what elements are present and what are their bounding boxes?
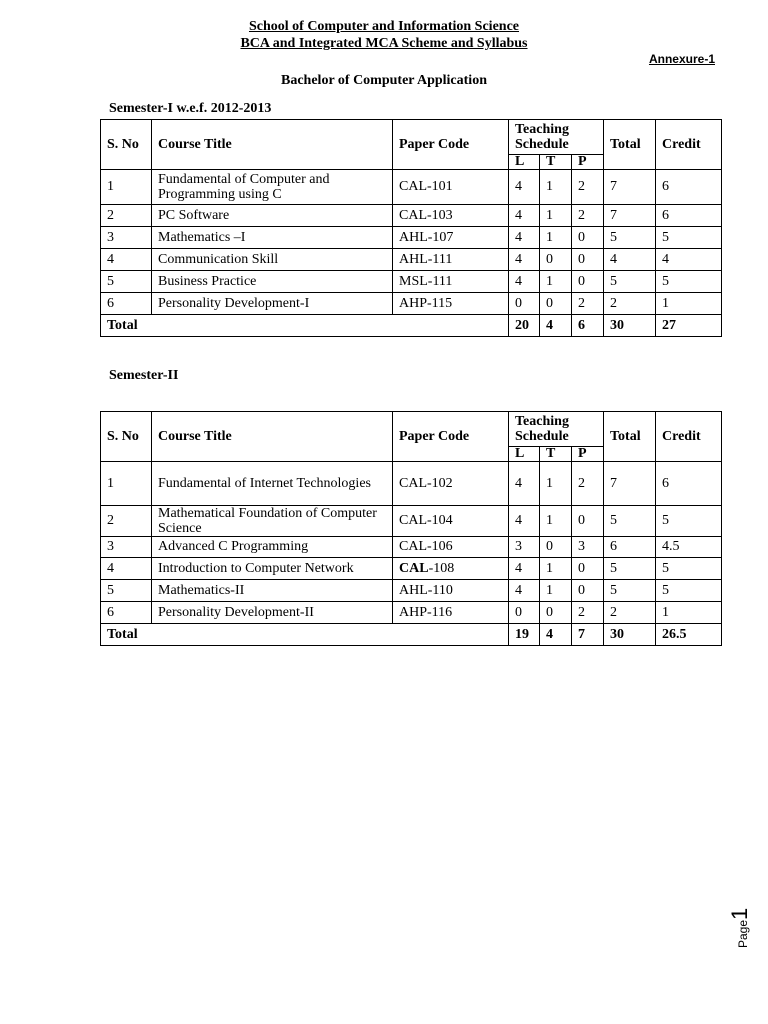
cell-credit: 5 (656, 506, 722, 537)
col-t-header: T (540, 447, 572, 462)
cell-sno: 1 (101, 462, 152, 506)
programme-title: Bachelor of Computer Application (281, 73, 487, 88)
semester-1-label: Semester-I w.e.f. 2012-2013 (109, 101, 272, 116)
total-p: 6 (572, 315, 604, 337)
cell-t: 0 (540, 293, 572, 315)
cell-total: 7 (604, 462, 656, 506)
table-row (101, 205, 722, 227)
cell-credit: 1 (656, 602, 722, 624)
total-total: 30 (604, 315, 656, 337)
cell-total: 7 (604, 205, 656, 227)
total-l: 20 (509, 315, 540, 337)
table-header-row (101, 412, 722, 447)
total-t: 4 (540, 624, 572, 646)
cell-course-title: Mathematics-II (152, 580, 393, 602)
cell-total: 7 (604, 170, 656, 205)
cell-paper-code: AHL-107 (393, 227, 509, 249)
cell-sno: 3 (101, 537, 152, 558)
cell-course-title: Advanced C Programming (152, 537, 393, 558)
cell-paper-code: CAL-104 (393, 506, 509, 537)
cell-l: 4 (509, 580, 540, 602)
cell-course-title: Communication Skill (152, 249, 393, 271)
cell-paper-code: AHL-110 (393, 580, 509, 602)
cell-course-title: Mathematics –I (152, 227, 393, 249)
col-l-header: L (509, 155, 540, 170)
cell-p: 0 (572, 271, 604, 293)
cell-paper-code: MSL-111 (393, 271, 509, 293)
cell-t: 0 (540, 249, 572, 271)
cell-t: 0 (540, 602, 572, 624)
cell-total: 2 (604, 293, 656, 315)
cell-t: 1 (540, 170, 572, 205)
cell-credit: 4.5 (656, 537, 722, 558)
page-number-marker (727, 900, 767, 960)
annexure-label: Annexure-1 (648, 52, 715, 66)
cell-total: 2 (604, 602, 656, 624)
cell-total: 6 (604, 537, 656, 558)
cell-p: 0 (572, 558, 604, 580)
table-row (101, 462, 722, 506)
col-code-header: Paper Code (393, 412, 509, 462)
cell-sno: 6 (101, 602, 152, 624)
cell-t: 1 (540, 558, 572, 580)
cell-sno: 2 (101, 506, 152, 537)
total-p: 7 (572, 624, 604, 646)
cell-paper-code: AHP-115 (393, 293, 509, 315)
cell-sno: 5 (101, 580, 152, 602)
cell-l: 4 (509, 271, 540, 293)
cell-l: 3 (509, 537, 540, 558)
table-row (101, 506, 722, 537)
cell-credit: 6 (656, 462, 722, 506)
col-teaching-header: Teaching Schedule (509, 120, 604, 155)
table-row (101, 602, 722, 624)
total-row (101, 624, 722, 646)
cell-t: 1 (540, 462, 572, 506)
cell-p: 0 (572, 249, 604, 271)
cell-total: 5 (604, 506, 656, 537)
page-number: 1 (727, 907, 752, 920)
cell-course-title: Personality Development-I (152, 293, 393, 315)
cell-paper-code (393, 558, 509, 580)
total-l: 19 (509, 624, 540, 646)
cell-course-title: Fundamental of Internet Technologies (152, 462, 393, 506)
cell-paper-code: CAL-102 (393, 462, 509, 506)
col-teaching-header: Teaching Schedule (509, 412, 604, 447)
cell-credit: 5 (656, 558, 722, 580)
total-label: Total (101, 624, 509, 646)
table-row (101, 271, 722, 293)
cell-paper-code: CAL-101 (393, 170, 509, 205)
paper-code-prefix: CAL (399, 560, 429, 576)
table-row (101, 227, 722, 249)
col-p-header: P (572, 155, 604, 170)
col-credit-header: Credit (656, 120, 722, 170)
cell-total: 4 (604, 249, 656, 271)
cell-p: 3 (572, 537, 604, 558)
total-t: 4 (540, 315, 572, 337)
cell-credit: 6 (656, 205, 722, 227)
cell-credit: 1 (656, 293, 722, 315)
col-credit-header: Credit (656, 412, 722, 462)
cell-course-title: Mathematical Foundation of Computer Science (152, 506, 393, 537)
col-title-header: Course Title (152, 120, 393, 170)
cell-paper-code: CAL-103 (393, 205, 509, 227)
cell-credit: 5 (656, 227, 722, 249)
cell-p: 2 (572, 170, 604, 205)
col-total-header: Total (604, 412, 656, 462)
cell-l: 4 (509, 558, 540, 580)
cell-l: 4 (509, 170, 540, 205)
table-row (101, 249, 722, 271)
paper-code-suffix: -108 (428, 560, 455, 576)
cell-credit: 5 (656, 580, 722, 602)
cell-paper-code: CAL-106 (393, 537, 509, 558)
semester-1-table (100, 119, 722, 337)
total-row (101, 315, 722, 337)
cell-t: 1 (540, 506, 572, 537)
cell-l: 4 (509, 205, 540, 227)
cell-l: 4 (509, 506, 540, 537)
cell-sno: 5 (101, 271, 152, 293)
table-row (101, 580, 722, 602)
cell-t: 0 (540, 537, 572, 558)
cell-l: 0 (509, 293, 540, 315)
cell-total: 5 (604, 558, 656, 580)
col-sno-header: S. No (101, 412, 152, 462)
cell-sno: 2 (101, 205, 152, 227)
table-row (101, 293, 722, 315)
cell-t: 1 (540, 227, 572, 249)
cell-p: 0 (572, 227, 604, 249)
total-total: 30 (604, 624, 656, 646)
cell-credit: 6 (656, 170, 722, 205)
cell-t: 1 (540, 580, 572, 602)
cell-paper-code: AHP-116 (393, 602, 509, 624)
cell-p: 2 (572, 293, 604, 315)
total-label: Total (101, 315, 509, 337)
cell-sno: 4 (101, 558, 152, 580)
total-credit: 26.5 (656, 624, 722, 646)
page-word: Page (736, 919, 750, 948)
table-header-row (101, 120, 722, 155)
cell-sno: 3 (101, 227, 152, 249)
cell-sno: 6 (101, 293, 152, 315)
col-sno-header: S. No (101, 120, 152, 170)
cell-t: 1 (540, 205, 572, 227)
cell-l: 4 (509, 227, 540, 249)
cell-p: 0 (572, 580, 604, 602)
cell-course-title: Personality Development-II (152, 602, 393, 624)
cell-p: 2 (572, 602, 604, 624)
cell-course-title: Introduction to Computer Network (152, 558, 393, 580)
cell-l: 4 (509, 462, 540, 506)
col-t-header: T (540, 155, 572, 170)
cell-p: 2 (572, 462, 604, 506)
cell-paper-code: AHL-111 (393, 249, 509, 271)
semester-2-table (100, 411, 722, 646)
cell-l: 0 (509, 602, 540, 624)
cell-total: 5 (604, 580, 656, 602)
cell-total: 5 (604, 271, 656, 293)
col-title-header: Course Title (152, 412, 393, 462)
total-credit: 27 (656, 315, 722, 337)
cell-sno: 1 (101, 170, 152, 205)
school-heading: School of Computer and Information Science (248, 19, 520, 34)
col-code-header: Paper Code (393, 120, 509, 170)
cell-p: 0 (572, 506, 604, 537)
cell-sno: 4 (101, 249, 152, 271)
table-row (101, 537, 722, 558)
col-p-header: P (572, 447, 604, 462)
cell-course-title: Fundamental of Computer and Programming using C (152, 170, 393, 205)
cell-t: 1 (540, 271, 572, 293)
cell-credit: 5 (656, 271, 722, 293)
semester-2-label: Semester-II (109, 368, 179, 383)
col-l-header: L (509, 447, 540, 462)
cell-p: 2 (572, 205, 604, 227)
col-total-header: Total (604, 120, 656, 170)
table-row (101, 558, 722, 580)
cell-l: 4 (509, 249, 540, 271)
table-row (101, 170, 722, 205)
cell-total: 5 (604, 227, 656, 249)
scheme-heading: BCA and Integrated MCA Scheme and Syllabus (240, 36, 528, 51)
cell-course-title: PC Software (152, 205, 393, 227)
cell-course-title: Business Practice (152, 271, 393, 293)
cell-credit: 4 (656, 249, 722, 271)
